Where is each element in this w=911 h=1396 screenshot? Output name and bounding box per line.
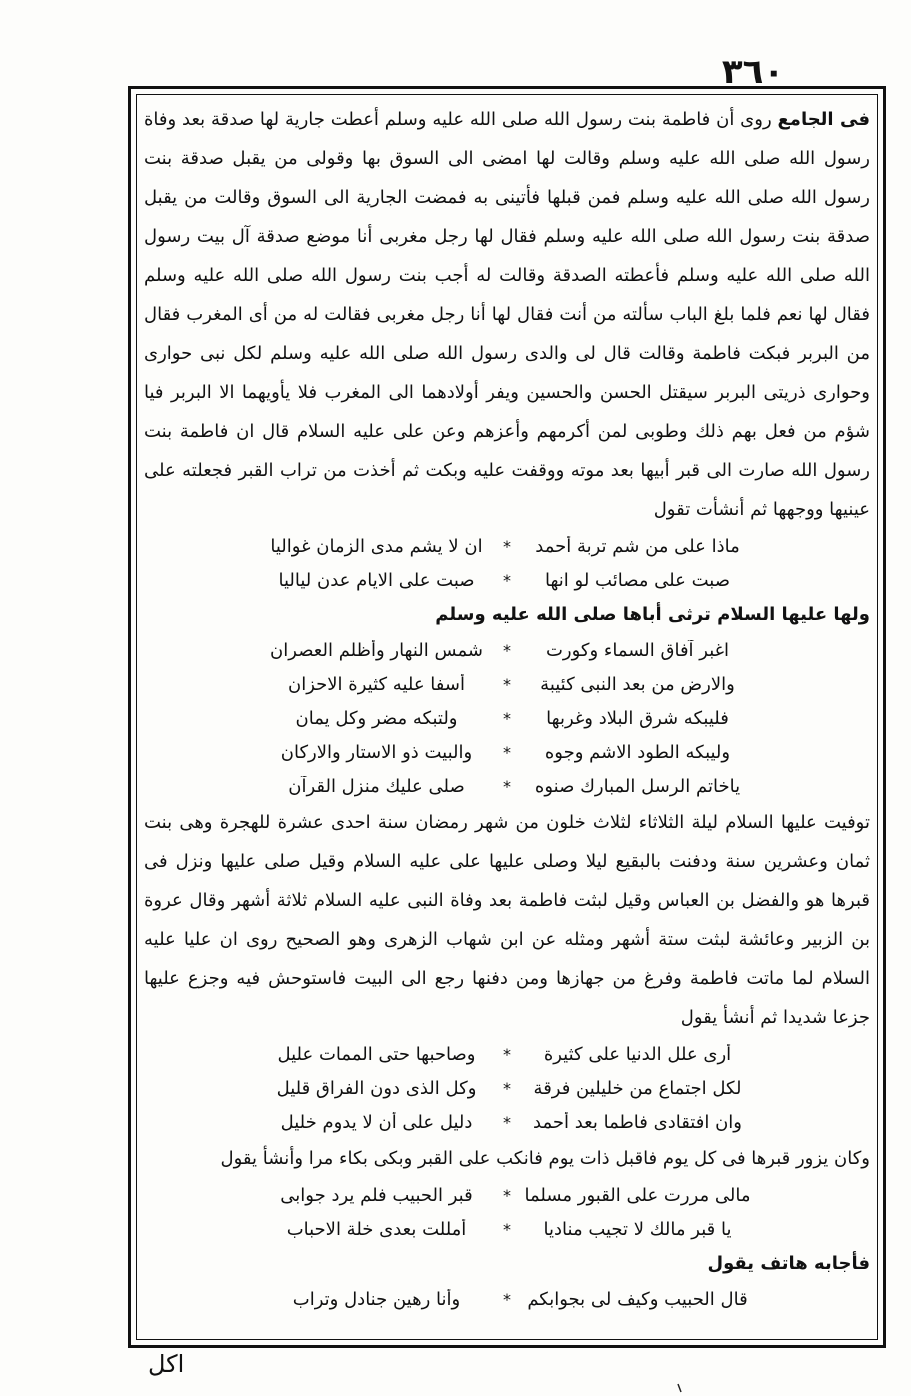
separator-star: * [503,1112,511,1132]
verse [142,701,872,735]
second-hemistich: أسفا عليه كثيرة الاحزان [288,673,465,695]
separator-star: * [503,1289,511,1309]
page-number: ٣٦٠ [721,52,785,92]
first-hemistich: والارض من بعد النبى كئيبة [540,673,735,695]
verse [142,769,872,803]
first-hemistich: ماذا على من شم تربة أحمد [535,535,740,557]
poem-4 [142,1178,872,1246]
paragraph-text: وكان يزور قبرها فى كل يوم فاقبل ذات يوم فانكب على القبر وبكى بكاء مرا وأنشأ يقول [220,1148,870,1169]
verse [142,667,872,701]
poem-2 [142,633,872,803]
page-body [142,100,872,1336]
second-hemistich: والبيت ذو الاستار والاركان [280,741,473,763]
verse [142,1105,872,1139]
verse [142,1212,872,1246]
second-hemistich: ولتبكه مضر وكل يمان [295,707,458,729]
first-hemistich: وليبكه الطود الاشم وجوه [544,741,731,763]
first-hemistich: ياخاتم الرسل المبارك صنوه [534,775,741,797]
paragraph-text: توفيت عليها السلام ليلة الثلاثاء لثلاث خلون من شهر رمضان سنة احدى عشرة للهجرة وهى بنت ثمان وعشرين سنة ودفنت بالبقيع ليلا وصلى عليها على عليه السلام وقيل صلى عليها ونزل فى قبرها هو والفضل بن العباس وقيل لبثت فاطمة بعد وفاة النبى عليه السلام ثلاثة أشهر وقال عروة بن الزبير وعائشة لبثت ستة أشهر ومثله عن ابن شهاب الزهرى وهو الصحيح روى ان عليا عليه السلام لما ماتت فاطمة وفرغ من جهازها ومن دفنها رجع الى البيت فاستوحش فيه وجزع عليها جزعا شديدا ثم أنشأ يقول [144,812,870,1028]
first-hemistich: أرى علل الدنيا على كثيرة [543,1043,732,1065]
paragraph-text: روى أن فاطمة بنت رسول الله صلى الله عليه وسلم أعطت جارية لها صدقة بعد وفاة رسول الله صلى الله عليه وسلم وقالت لها امضى الى السوق بها وقولى من يقبل صدقة بنت رسول الله صلى الله عليه وسلم فمن قبلها فأتينى به فمضت الجارية الى السوق وقالت من يقبل صدقة بنت رسول الله صلى الله عليه وسلم فقال لها رجل مغربى أنا موضع صدقة آل بيت رسول الله صلى الله عليه وسلم فأعطته الصدقة وقالت له أجب بنت رسول الله صلى الله عليه وسلم فقال لها نعم فلما بلغ الباب سألته من أنت فقال لها أنا رجل مغربى فقالت له من أى المغرب فقال من البربر فبكت فاطمة وقالت قال لى والدى رسول الله صلى الله عليه وسلم لكل نبى حوارى وحوارى ذريتى البربر سيقتل الحسن والحسين ويفر أولادهما الى المغرب فلا يأويهما الا البربر فيا شؤم من فعل بهم ذلك وطوبى لمن أكرمهم وأعزهم وعن على عليه السلام قال ان فاطمة بنت رسول الله صارت الى قبر أبيها بعد موته ووقفت عليه وبكت ثم أخذت من تراب القبر فجعلته على عينيها ووجهها ثم أنشأت تقول [144,109,870,520]
first-hemistich: وان افتقادى فاطما بعد أحمد [533,1111,742,1133]
separator-star: * [503,1185,511,1205]
paragraph-fatima-charity [142,100,872,529]
source-label: فى الجامع [777,109,870,130]
second-hemistich: أمللت بعدى خلة الاحباب [286,1218,467,1240]
first-hemistich: اغبر آفاق السماء وكورت [545,639,730,661]
verse [142,1282,872,1316]
paragraph-fatima-death [142,803,872,1037]
separator-star: * [503,1219,511,1239]
separator-star: * [503,1078,511,1098]
separator-star: * [503,708,511,728]
verse [142,735,872,769]
separator-star: * [503,674,511,694]
poem-intro: ولها عليها السلام ترثى أباها صلى الله عليه وسلم [435,604,870,625]
verse [142,1178,872,1212]
first-hemistich: فليبكه شرق البلاد وغربها [546,707,729,729]
poem-intro: فأجابه هاتف يقول [707,1253,870,1274]
second-hemistich: شمس النهار وأظلم العصران [270,639,483,661]
verse [142,1071,872,1105]
second-hemistich: صبت على الايام عدن لياليا [278,569,475,591]
verse [142,529,872,563]
second-hemistich: دليل على أن لا يدوم خليل [280,1111,473,1133]
poem-5 [142,1282,872,1316]
poem-3 [142,1037,872,1139]
second-hemistich: وكل الذى دون الفراق قليل [276,1077,477,1099]
second-hemistich: وصاحبها حتى الممات عليل [277,1043,476,1065]
separator-star: * [503,776,511,796]
second-hemistich: صلى عليك منزل القرآن [288,775,465,797]
verse [142,563,872,597]
first-hemistich: لكل اجتماع من خليلين فرقة [533,1077,742,1099]
catchword: اكل [148,1350,185,1378]
first-hemistich: صبت على مصائب لو انها [545,569,730,591]
separator-star: * [503,742,511,762]
second-hemistich: ان لا يشم مدى الزمان غواليا [270,535,483,557]
paragraph-grave-visit [142,1139,872,1178]
ink-mark [676,1383,686,1393]
verse [142,1037,872,1071]
separator-star: * [503,536,511,556]
first-hemistich: مالى مررت على القبور مسلما [524,1184,751,1206]
separator-star: * [503,570,511,590]
separator-star: * [503,640,511,660]
first-hemistich: قال الحبيب وكيف لى بجوابكم [527,1288,748,1310]
poem-1 [142,529,872,597]
second-hemistich: وأنا رهين جنادل وتراب [292,1288,461,1310]
first-hemistich: يا قبر مالك لا تجيب مناديا [543,1218,732,1240]
second-hemistich: قبر الحبيب فلم يرد جوابى [280,1184,473,1206]
verse [142,633,872,667]
separator-star: * [503,1044,511,1064]
